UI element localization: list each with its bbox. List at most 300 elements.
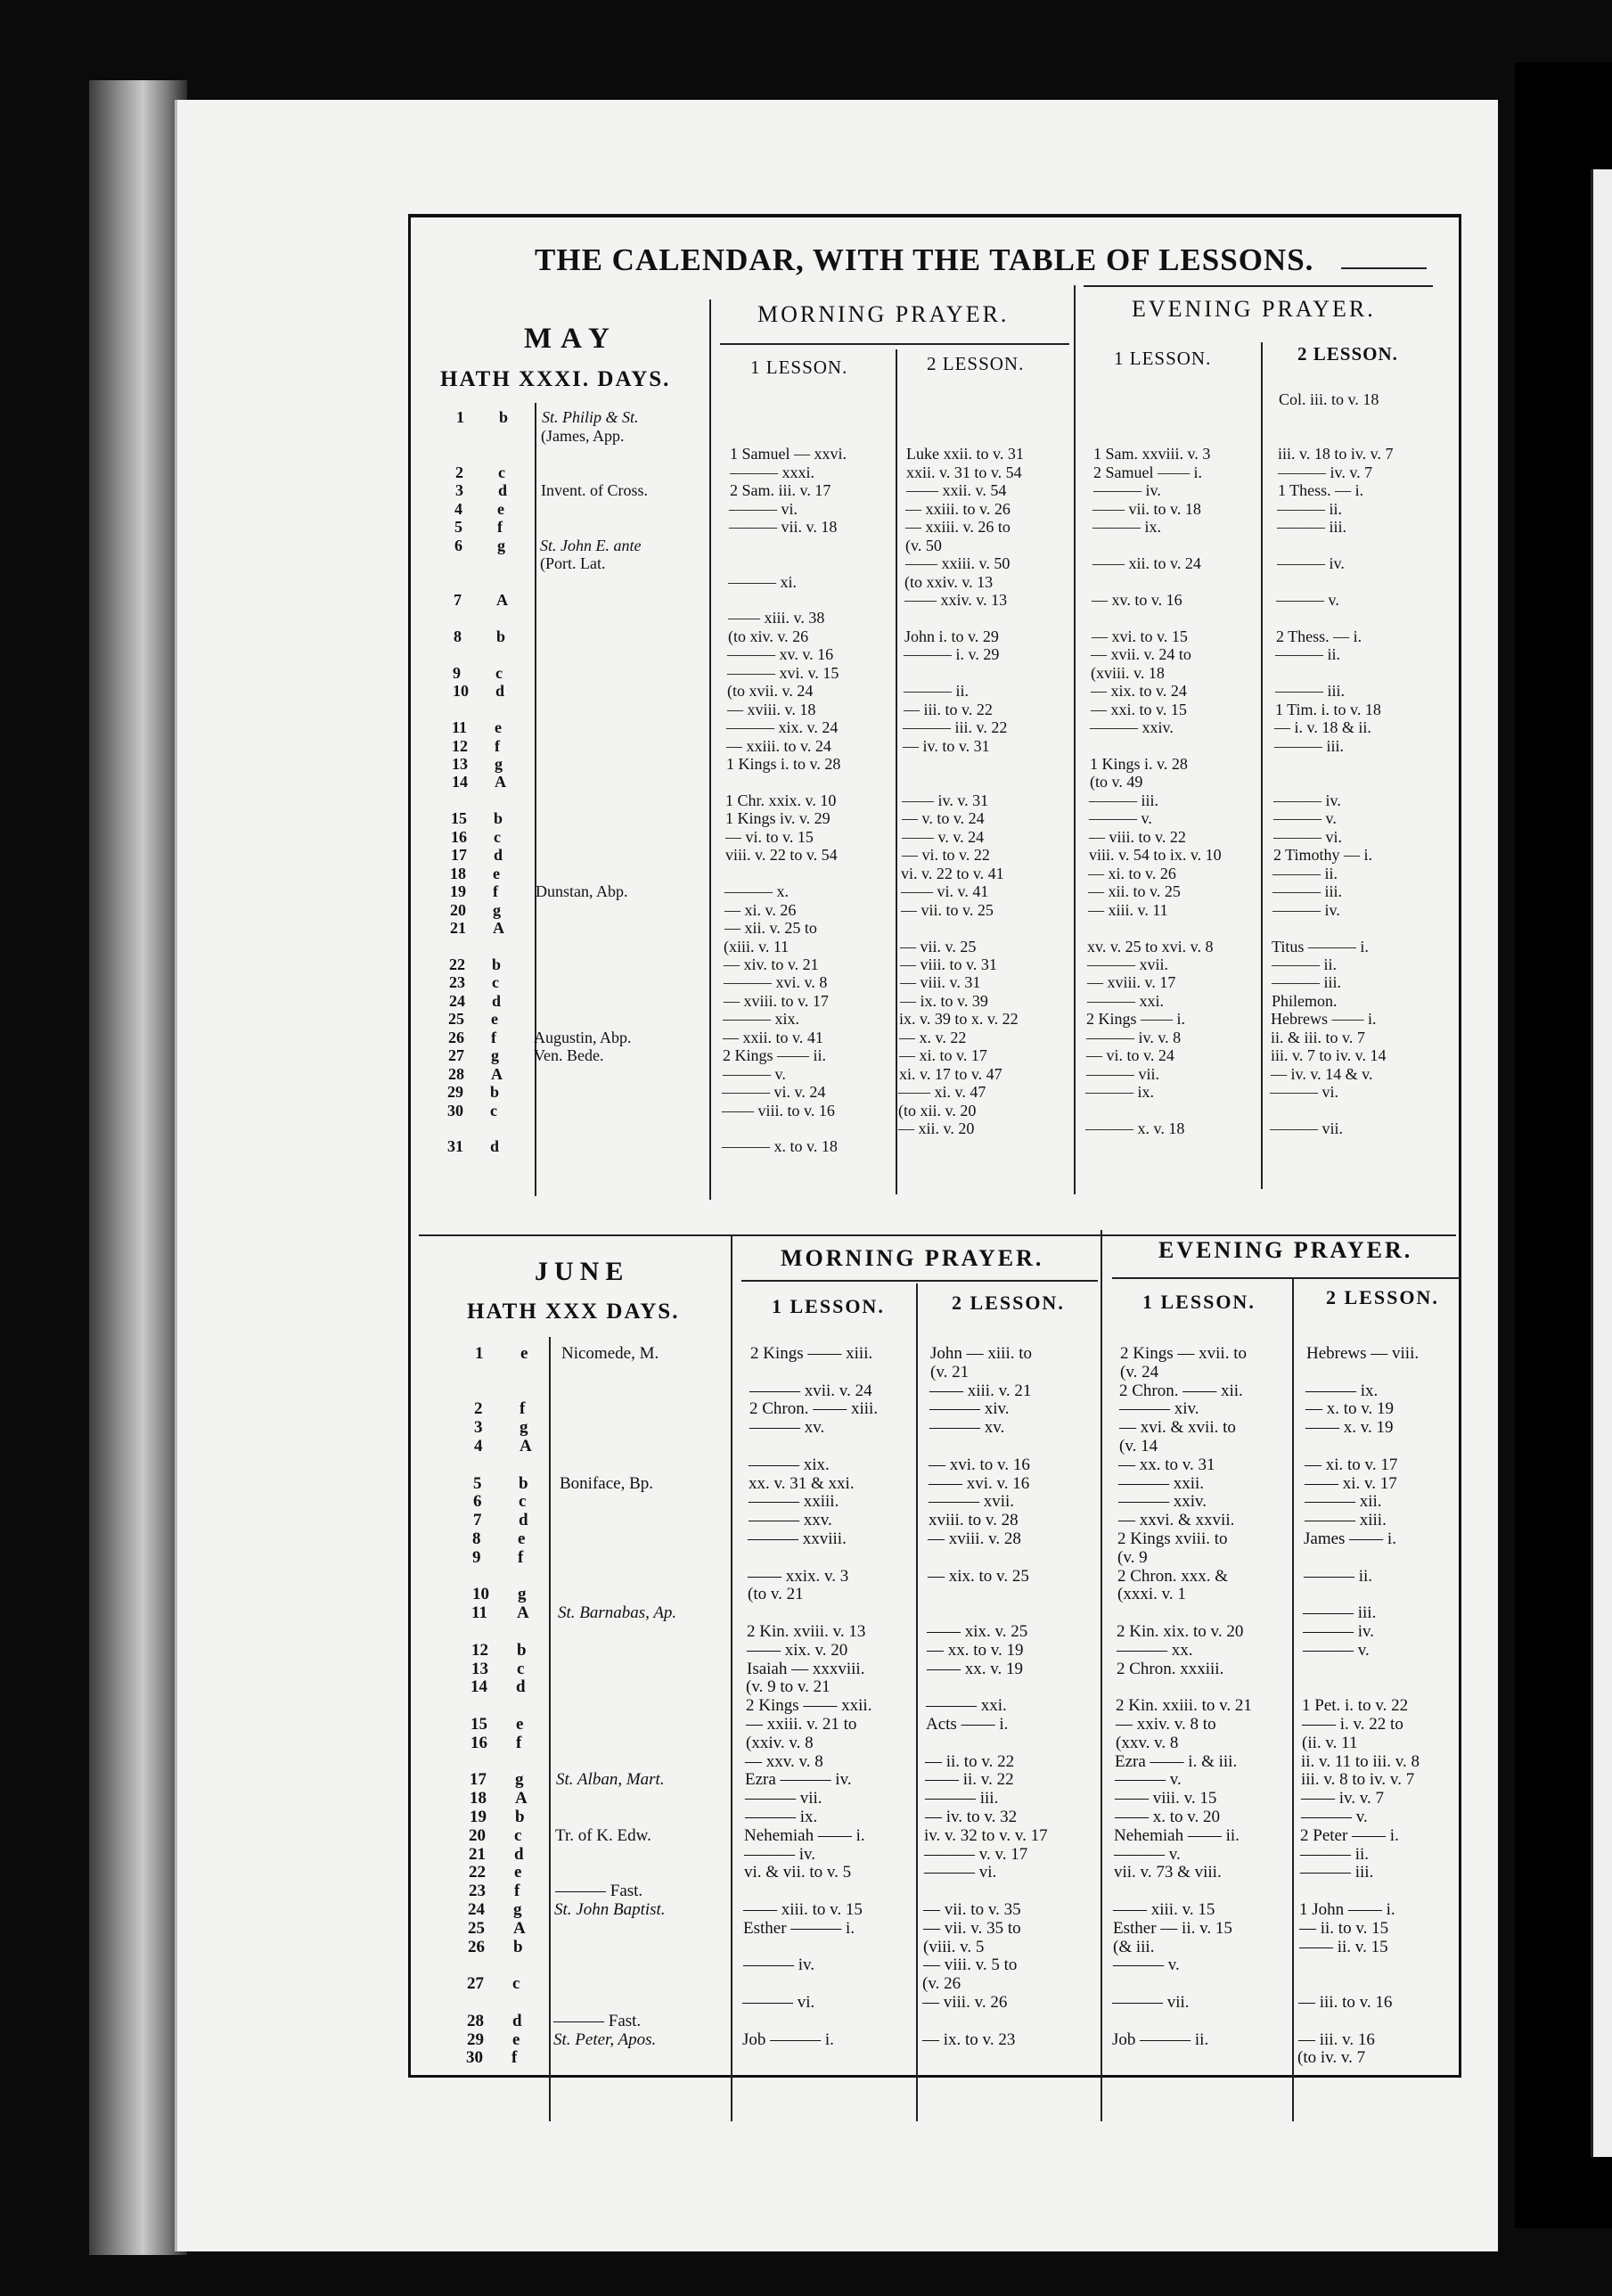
may-e2-cell: — iv. v. 14 & v. [1271,1064,1373,1083]
may-m2-cell: Luke xxii. to v. 31 [906,445,1024,463]
june-e1-cell: 2 Kin. xxiii. to v. 21 [1116,1696,1252,1716]
may-e1-cell: —— xii. to v. 24 [1092,554,1201,573]
may-evening-lesson1-heading: 1 LESSON. [1114,348,1212,369]
may-e1-cell: — xv. to v. 16 [1092,590,1182,609]
may-s-cell: Augustin, Abp. [534,1028,632,1046]
may-l-cell: g [495,755,503,773]
june-e2-cell: Hebrews — viii. [1306,1344,1420,1363]
june-m2-cell: — xvi. to v. 16 [929,1455,1030,1474]
may-divider-letters [535,403,536,1196]
may-l-cell: b [490,1083,500,1102]
may-m2-cell: ——— iii. v. 22 [903,718,1008,737]
may-n-cell: 5 [454,518,462,537]
may-n-cell: 3 [455,481,463,500]
may-e2-cell: ii. & iii. to v. 7 [1271,1028,1365,1046]
june-m2-cell: ——— xv. [929,1418,1005,1438]
june-n-cell: 17 [470,1770,487,1790]
may-l-cell: c [498,463,505,481]
may-n-cell: 17 [451,846,467,865]
june-e2-cell: ——— ii. [1304,1566,1373,1586]
june-n-cell: 16 [471,1733,487,1752]
may-m2-cell: (to xii. v. 20 [898,1101,977,1119]
may-e1-cell: — xvi. to v. 15 [1092,627,1188,645]
june-m1-cell: Isaiah — xxxviii. [747,1659,865,1678]
may-n-cell: 16 [451,827,467,846]
may-s-cell: St. John E. ante [540,536,642,554]
may-e1-cell: ——— x. v. 18 [1085,1119,1185,1137]
june-s-cell: St. Barnabas, Ap. [558,1603,677,1623]
june-m1-cell: ——— xxviii. [748,1529,847,1548]
may-m1-cell: (to xiv. v. 26 [728,627,809,645]
may-l-cell: c [490,1101,497,1119]
june-e2-cell: ——— iii. [1300,1863,1374,1882]
may-n-cell: 30 [447,1101,463,1119]
june-l-cell: A [520,1437,532,1456]
may-e2-cell: ——— iii. [1274,736,1345,755]
june-m1-cell: Esther ——— i. [743,1918,855,1938]
may-m2-cell: — ix. to v. 39 [900,991,988,1010]
june-m1-cell: 2 Kings —— xxii. [746,1696,872,1716]
may-divider-morning [896,349,897,1194]
june-n-cell: 27 [467,1974,484,1994]
may-n-cell: 14 [452,773,468,791]
may-e2-cell: ——— ii. [1272,955,1338,973]
may-e2-cell: ——— iv. [1273,791,1341,809]
june-l-cell: e [514,1863,522,1882]
may-m2-cell: xi. v. 17 to v. 47 [899,1064,1002,1083]
june-m1-cell: ——— xv. [749,1418,825,1438]
may-evening-rule [1084,285,1433,287]
june-l-cell: c [512,1974,520,1994]
may-e2-cell: ——— vi. [1273,827,1343,846]
june-m2-cell: ——— xiv. [929,1399,1010,1419]
june-m1-cell: ——— iv. [744,1844,816,1864]
may-e1-cell: — xi. to v. 26 [1088,864,1176,882]
may-e1-cell: 1 Kings i. v. 28 [1090,755,1188,773]
may-n-cell: 1 [456,408,464,427]
may-m2-cell: ——— ii. [904,682,970,701]
june-e2-cell: —— iv. v. 7 [1301,1789,1385,1808]
june-l-cell: c [519,1492,527,1512]
june-evening-rule [1112,1277,1461,1279]
may-e2-cell: Hebrews —— i. [1271,1010,1377,1029]
june-l-cell: e [512,2030,520,2049]
june-e1-cell: Ezra —— i. & iii. [1115,1751,1238,1771]
may-morning-rule [720,343,1069,345]
june-n-cell: 18 [470,1789,487,1808]
may-e1-cell: ——— iv. [1093,481,1161,500]
may-m2-cell: —— vi. v. 41 [901,882,989,901]
may-e1-cell: ——— xxiv. [1090,718,1174,737]
june-e2-cell: —— i. v. 22 to [1302,1715,1403,1734]
may-l-cell: A [491,1064,503,1083]
june-m1-cell: vi. & vii. to v. 5 [744,1863,852,1882]
june-e2-cell: ——— ii. [1300,1844,1370,1864]
may-m2-cell: ix. v. 39 to x. v. 22 [899,1010,1019,1029]
may-e1-cell: — xxi. to v. 15 [1091,700,1187,718]
may-e2-cell: ——— vii. [1270,1119,1344,1137]
june-l-cell: g [520,1418,528,1438]
june-e1-cell: 2 Chron. xxx. & [1117,1566,1229,1586]
june-m2-cell: —— xix. v. 25 [927,1622,1028,1641]
may-n-cell: 6 [454,536,462,554]
may-m2-cell: — xxiii. v. 26 to [905,518,1011,537]
may-m1-cell: — xiv. to v. 21 [724,955,819,973]
june-e1-cell: Job ——— ii. [1112,2030,1209,2049]
may-e2-cell: iii. v. 7 to iv. v. 14 [1271,1046,1387,1065]
june-m1-cell: ——— ix. [745,1808,818,1826]
june-s-cell: ——— Fast. [555,1882,643,1901]
may-e2-cell: ——— iii. [1272,973,1342,992]
june-e2-cell: —— xi. v. 17 [1305,1473,1397,1493]
june-l-cell: b [519,1473,528,1493]
june-m1-cell: ——— xxv. [749,1511,832,1530]
june-n-cell: 25 [468,1918,485,1938]
june-n-cell: 28 [467,2011,484,2030]
june-morning-lesson2-heading: 2 LESSON. [952,1292,1065,1314]
june-divider-morning [916,1283,918,2121]
june-e1-cell: — xx. to v. 31 [1118,1455,1215,1474]
may-l-cell: g [497,536,505,554]
may-e2-cell: iii. v. 18 to iv. v. 7 [1278,445,1394,463]
june-e1-cell: — xxiv. v. 8 to [1116,1715,1216,1734]
may-m1-cell: 1 Chr. xxix. v. 10 [725,791,837,809]
june-m1-cell: ——— iv. [743,1956,815,1975]
may-e2-cell: 1 Thess. — i. [1278,481,1364,500]
may-n-cell: 15 [451,809,467,828]
may-l-cell: f [495,736,500,755]
may-m1-cell: ——— x. to v. 18 [722,1137,838,1156]
june-m1-cell: xx. v. 31 & xxi. [749,1473,855,1493]
june-n-cell: 21 [469,1844,486,1864]
june-m2-cell: — xviii. v. 28 [928,1529,1021,1548]
june-e2-cell: — x. to v. 19 [1305,1399,1395,1419]
june-n-cell: 22 [469,1863,486,1882]
may-morning-lesson1-heading: 1 LESSON. [750,357,848,378]
june-m2-cell: — vii. v. 35 to [923,1918,1021,1938]
may-e1-cell: ——— ix. [1085,1083,1155,1102]
june-days-heading: HATH XXX DAYS. [467,1300,680,1324]
month-separator-rule [419,1234,1456,1236]
may-m2-cell: — viii. v. 31 [900,973,981,992]
june-m1-cell: ——— vii. [745,1789,822,1808]
may-month-heading: MAY [524,323,618,355]
june-m2-cell: — vii. to v. 35 [923,1900,1021,1919]
june-l-cell: A [513,1918,526,1938]
june-l-cell: A [517,1603,529,1623]
june-m2-cell: (v. 26 [922,1974,961,1994]
may-l-cell: d [494,846,503,865]
may-l-cell: A [496,590,508,609]
june-m2-cell: —— xiii. v. 21 [929,1381,1032,1400]
june-m2-cell: ——— vi. [924,1863,997,1882]
june-n-cell: 2 [474,1399,483,1419]
june-n-cell: 14 [471,1677,487,1697]
june-n-cell: 15 [471,1715,487,1734]
may-n-cell: 19 [450,882,466,901]
june-n-cell: 1 [475,1344,484,1363]
may-m2-cell: — x. v. 22 [899,1028,967,1046]
may-days-heading: HATH XXXI. DAYS. [440,367,671,391]
june-l-cell: e [520,1344,528,1363]
june-l-cell: g [513,1900,522,1919]
may-m2-cell: John i. to v. 29 [904,627,999,645]
may-e1-cell: (xviii. v. 18 [1091,663,1165,682]
may-m1-cell: ——— xix. v. 24 [726,718,839,737]
may-s-cell: Dunstan, Abp. [536,882,628,901]
may-e1-cell: —— vii. to v. 18 [1092,499,1201,518]
may-e2-cell: ——— ii. [1275,645,1341,664]
may-n-cell: 28 [448,1064,464,1083]
june-m1-cell: (to v. 21 [748,1585,804,1604]
may-m1-cell: — xviii. to v. 17 [724,991,829,1010]
may-m2-cell: — xxiii. to v. 26 [905,499,1011,518]
may-l-cell: g [493,900,501,919]
june-e1-cell: (v. 14 [1119,1437,1158,1456]
may-morning-heading: MORNING PRAYER. [757,301,1010,327]
may-m1-cell: ——— xi. [728,572,798,591]
june-l-cell: g [518,1585,527,1604]
june-e2-cell: ——— iv. [1303,1622,1375,1641]
june-m2-cell: — viii. v. 26 [922,1993,1008,2012]
may-m1-cell: ——— xv. v. 16 [727,645,834,664]
may-n-cell: 8 [454,627,462,645]
june-m2-cell: (v. 21 [930,1362,970,1382]
june-m1-cell: —— xiii. to v. 15 [743,1900,863,1919]
june-s-cell: St. John Baptist. [554,1900,666,1919]
may-l-cell: b [492,955,502,973]
may-l-cell: b [496,627,506,645]
may-l-cell: f [493,882,498,901]
may-n-cell: 13 [452,755,468,773]
june-e2-cell: —— ii. v. 15 [1299,1937,1388,1956]
june-n-cell: 13 [471,1659,488,1678]
june-n-cell: 8 [472,1529,481,1548]
june-l-cell: b [513,1937,523,1956]
may-m2-cell: (v. 50 [905,536,942,554]
may-e2-cell: ——— iv. [1277,554,1345,573]
june-evening-heading: EVENING PRAYER. [1158,1237,1413,1263]
june-l-cell: e [518,1529,526,1548]
june-n-cell: 10 [472,1585,489,1604]
june-m2-cell: —— xvi. v. 16 [929,1473,1030,1493]
page-title: THE CALENDAR, WITH THE TABLE OF LESSONS. [535,242,1314,277]
june-m1-cell: (v. 9 to v. 21 [746,1677,831,1697]
may-m1-cell: 2 Sam. iii. v. 17 [730,481,831,500]
june-e2-cell: — iii. v. 16 [1298,2030,1375,2049]
june-m2-cell: ——— v. v. 17 [924,1844,1028,1864]
facing-page-edge [1591,169,1612,2157]
may-e1-cell: ——— xvii. [1087,955,1169,973]
june-e2-cell: James —— i. [1304,1529,1396,1548]
title-rule [1341,267,1427,269]
may-l-cell: c [494,827,501,846]
may-n-cell: 11 [452,718,468,737]
may-s-cell: (Port. Lat. [540,554,606,573]
june-l-cell: d [514,1844,524,1864]
june-morning-lesson1-heading: 1 LESSON. [772,1295,885,1317]
may-m2-cell: —— iv. v. 31 [902,791,989,809]
may-m2-cell: — vi. to v. 22 [902,846,990,865]
may-m1-cell: — xi. v. 26 [724,900,797,919]
june-l-cell: A [515,1789,528,1808]
june-n-cell: 26 [468,1937,485,1956]
may-e2-cell: ——— ii. [1272,864,1338,882]
june-n-cell: 19 [470,1808,487,1826]
june-n-cell: 9 [472,1547,481,1567]
may-l-cell: f [497,518,503,537]
june-m2-cell: — ii. to v. 22 [925,1751,1015,1771]
may-m1-cell: —— viii. to v. 16 [722,1101,835,1119]
may-m1-cell: — xxiii. to v. 24 [726,736,831,755]
may-m2-cell: — iii. to v. 22 [904,700,993,718]
june-e1-cell: ——— xiv. [1119,1399,1199,1419]
may-l-cell: A [495,773,506,791]
may-m1-cell: ——— xvi. v. 15 [727,663,839,682]
june-e1-cell: ——— v. [1114,1844,1181,1864]
may-m1-cell: ——— x. [724,882,789,901]
may-m1-cell: ——— xxxi. [730,463,815,481]
june-m2-cell: iv. v. 32 to v. v. 17 [924,1825,1048,1845]
book-binding [89,80,187,2255]
june-divider-evening [1101,1230,1102,2121]
june-m1-cell: —— xxix. v. 3 [748,1566,849,1586]
may-e2-cell: ——— iv. [1272,900,1340,919]
june-evening-lesson2-heading: 2 LESSON. [1326,1286,1439,1308]
june-m1-cell: 2 Chron. —— xiii. [749,1399,879,1419]
june-e2-cell: ——— v. [1301,1808,1368,1826]
june-l-cell: g [515,1770,524,1790]
june-e1-cell: (v. 24 [1120,1362,1159,1382]
may-m2-cell: — xi. to v. 17 [899,1046,987,1065]
may-m2-cell: — vii. v. 25 [900,937,977,955]
june-m1-cell: ——— xix. [749,1455,830,1474]
may-l-cell: c [492,973,499,992]
may-n-cell: 9 [453,663,461,682]
may-e1-cell: 1 Sam. xxviii. v. 3 [1093,445,1211,463]
june-n-cell: 12 [471,1640,488,1660]
june-n-cell: 29 [467,2030,484,2049]
june-e1-cell: ——— v. [1115,1770,1182,1790]
may-n-cell: 21 [450,919,466,938]
june-l-cell: f [511,2048,518,2068]
may-m1-cell: (xiii. v. 11 [724,937,790,955]
june-e1-cell: ——— xxiv. [1118,1492,1207,1512]
june-e1-cell: 2 Kings — xvii. to [1120,1344,1247,1363]
may-l-cell: b [499,408,509,427]
june-e1-cell: vii. v. 73 & viii. [1114,1863,1222,1882]
may-e1-cell: 2 Kings —— i. [1086,1010,1186,1029]
may-m2-cell: — iv. to v. 31 [903,736,990,755]
june-e1-cell: (xxxi. v. 1 [1117,1585,1186,1604]
june-m1-cell: 2 Kings —— xiii. [750,1344,873,1363]
may-e1-cell: ——— iii. [1089,791,1159,809]
may-m1-cell: —— xiii. v. 38 [728,609,825,627]
may-l-cell: d [495,682,505,701]
may-n-cell: 31 [447,1137,463,1156]
may-m1-cell: ——— xix. [723,1010,800,1029]
june-l-cell: b [517,1640,527,1660]
may-n-cell: 26 [448,1028,464,1046]
may-m1-cell: 1 Samuel — xxvi. [730,445,847,463]
june-divider-evening-lessons [1292,1279,1294,2121]
may-n-cell: 12 [452,736,468,755]
june-e1-cell: — xxvi. & xxvii. [1118,1511,1235,1530]
may-l-cell: d [498,481,508,500]
june-e2-cell: — ii. to v. 15 [1299,1918,1389,1938]
may-morning-lesson2-heading: 2 LESSON. [927,353,1025,374]
may-m1-cell: ——— vi. v. 24 [722,1083,826,1102]
may-e1-cell: — xvii. v. 24 to [1091,645,1191,664]
may-e1-cell: ——— vii. [1086,1064,1160,1083]
may-e2-cell: Titus ——— i. [1272,937,1369,955]
may-n-cell: 23 [449,973,465,992]
june-n-cell: 30 [466,2048,483,2068]
may-e2-cell: ——— iii. [1275,682,1346,701]
may-e1-cell: — xviii. v. 17 [1087,973,1176,992]
may-n-cell: 4 [454,499,462,518]
may-e2-cell: Col. iii. to v. 18 [1279,390,1379,408]
june-divider-main [731,1234,732,2121]
june-e1-cell: —— x. to v. 20 [1115,1808,1221,1826]
may-e1-cell: — vi. to v. 24 [1086,1046,1174,1065]
june-e2-cell: (ii. v. 11 [1302,1733,1358,1752]
may-e2-cell: ——— v. [1276,590,1339,609]
june-l-cell: d [516,1677,526,1697]
may-m1-cell: ——— vi. [729,499,798,518]
may-m2-cell: — vii. to v. 25 [901,900,994,919]
may-e1-cell: ——— xxi. [1087,991,1165,1010]
june-e1-cell: —— viii. v. 15 [1115,1789,1217,1808]
june-e2-cell: —— x. v. 19 [1305,1418,1394,1438]
may-m1-cell: ——— v. [723,1064,786,1083]
june-e1-cell: (xxv. v. 8 [1116,1733,1179,1752]
may-e2-cell: 1 Tim. i. to v. 18 [1275,700,1381,718]
june-m2-cell: — ix. to v. 23 [922,2030,1016,2049]
may-m1-cell: ——— xvi. v. 8 [724,973,828,992]
may-m1-cell: (to xvii. v. 24 [727,682,814,701]
june-e1-cell: ——— v. [1113,1956,1180,1975]
may-s-cell: St. Philip & St. [542,408,639,427]
may-l-cell: e [497,499,504,518]
june-e1-cell: 2 Kings xviii. to [1117,1529,1228,1548]
may-n-cell: 29 [447,1083,463,1102]
june-m2-cell: Acts —— i. [926,1715,1009,1734]
may-l-cell: e [493,864,500,882]
may-m2-cell: ——— i. v. 29 [904,645,1000,664]
june-e2-cell: ——— iii. [1303,1603,1377,1623]
june-l-cell: c [514,1825,522,1845]
may-m1-cell: 2 Kings —— ii. [723,1046,827,1065]
may-e2-cell: ——— iii. [1277,518,1347,537]
june-e1-cell: 2 Chron. xxxiii. [1117,1659,1224,1678]
may-m2-cell: (to xxiv. v. 13 [904,572,994,591]
june-e2-cell: ——— ix. [1305,1381,1379,1400]
june-m1-cell: — xxiii. v. 21 to [746,1715,857,1734]
may-e2-cell: ——— vi. [1270,1083,1339,1102]
may-l-cell: b [494,809,503,828]
june-e1-cell: ——— vii. [1112,1993,1190,2012]
may-divider-evening-lessons [1261,342,1263,1189]
may-s-cell: (James, App. [541,426,625,445]
june-morning-heading: MORNING PRAYER. [781,1245,1044,1271]
june-e1-cell: Nehemiah —— ii. [1114,1825,1240,1845]
may-m2-cell: — viii. to v. 31 [900,955,997,973]
may-n-cell: 24 [449,991,465,1010]
may-m2-cell: —— xxiv. v. 13 [904,590,1008,609]
june-l-cell: e [516,1715,524,1734]
june-m2-cell: — xx. to v. 19 [927,1640,1024,1660]
